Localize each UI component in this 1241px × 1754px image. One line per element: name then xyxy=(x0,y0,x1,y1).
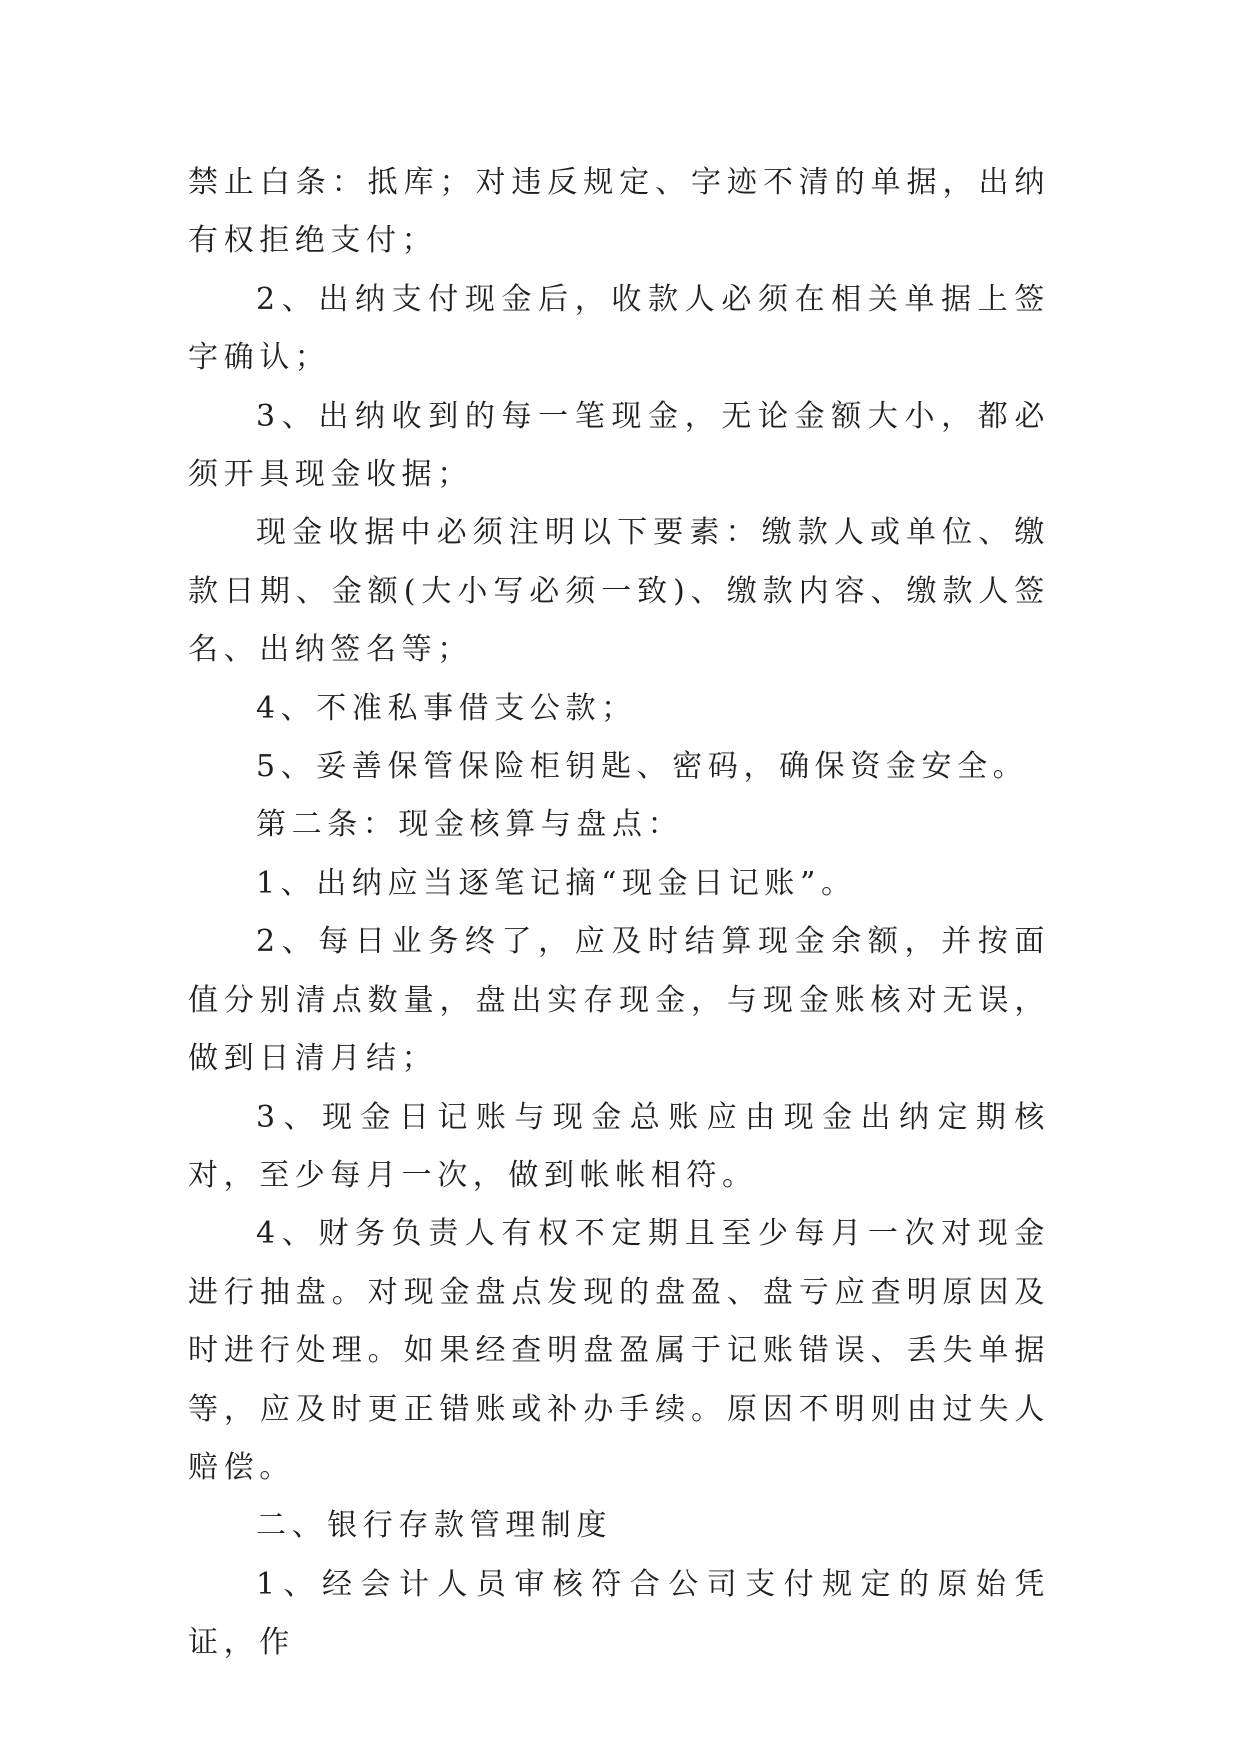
paragraph-item-3-receipt: 3、出纳收到的每一笔现金，无论金额大小，都必须开具现金收据； xyxy=(188,398,1050,493)
paragraph-prohibitions: 禁止白条：抵库；对违反规定、字迹不清的单据，出纳有权拒绝支付； xyxy=(188,165,1050,259)
paragraph-item-2-signature: 2、出纳支付现金后，收款人必须在相关单据上签字确认； xyxy=(188,281,1050,376)
paragraph-article2-item-2: 2、每日业务终了，应及时结算现金余额，并按面值分别清点数量，盘出实存现金，与现金账核对无误，做到日清月结； xyxy=(188,924,1050,1077)
paragraph-bank-item-1: 1、经会计人员审核符合公司支付规定的原始凭证，作 xyxy=(188,1566,1050,1661)
paragraph-article2-item-3: 3、现金日记账与现金总账应由现金出纳定期核对，至少每月一次，做到帐帐相符。 xyxy=(188,1099,1050,1193)
section-heading-bank-deposit: 二、银行存款管理制度 xyxy=(256,1508,612,1544)
paragraph-article2-item-4: 4、财务负责人有权不定期且至少每月一次对现金进行抽盘。对现金盘点发现的盘盈、盘亏应查明原因及时进行处理。如果经查明盘盈属于记账错误、丢失单据等，应及时更正错账或补办手续。原因不明则由过失人赔偿。 xyxy=(188,1216,1050,1485)
paragraph-item-4-no-borrowing: 4、不准私事借支公款； xyxy=(256,690,637,726)
section-heading-article-2: 第二条：现金核算与盘点： xyxy=(256,807,684,843)
paragraph-receipt-elements: 现金收据中必须注明以下要素：缴款人或单位、缴款日期、金额(大小写必须一致)、缴款内容、缴款人签名、出纳签名等； xyxy=(188,515,1050,668)
paragraph-item-5-safe-custody: 5、妥善保管保险柜钥匙、密码，确保资金安全。 xyxy=(256,749,1029,785)
paragraph-article2-item-1: 1、出纳应当逐笔记摘“现金日记账”。 xyxy=(256,865,857,901)
